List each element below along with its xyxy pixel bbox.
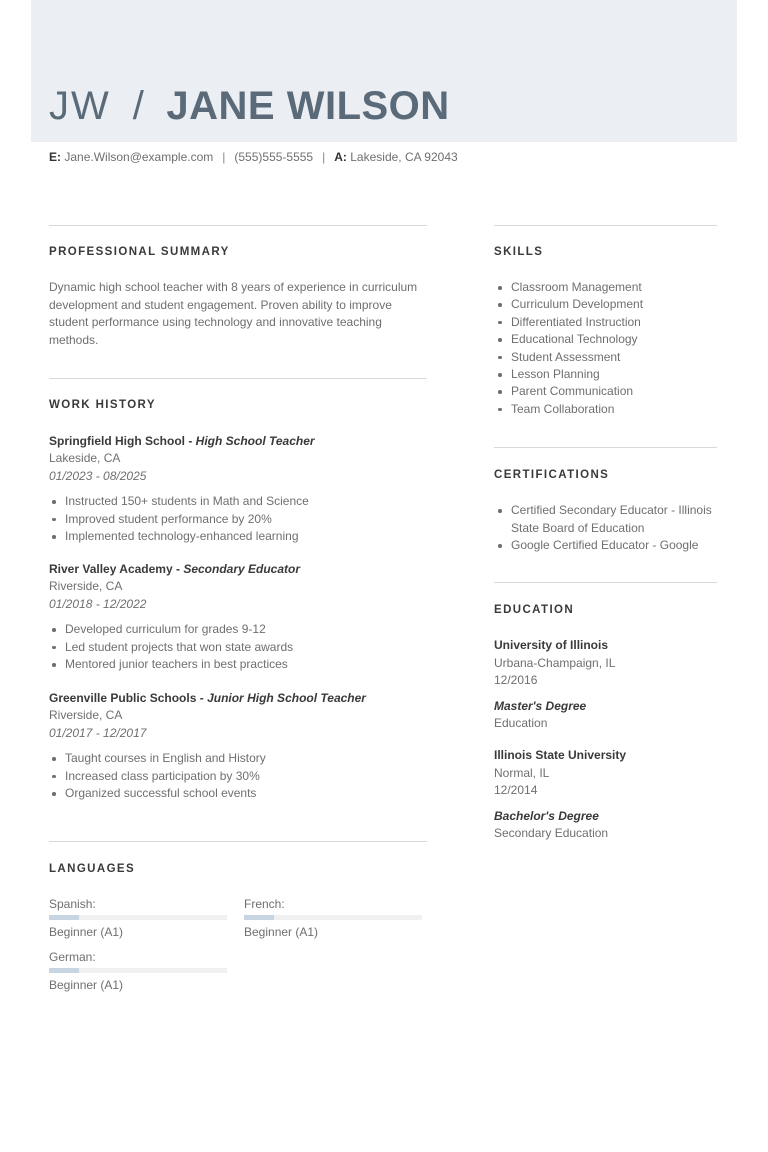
title-dash: - bbox=[196, 691, 208, 705]
job-dates: 01/2023 - 08/2025 bbox=[49, 468, 147, 483]
job-entry bbox=[49, 433, 429, 546]
skill-item: Educational Technology bbox=[511, 331, 643, 348]
address-label: A: bbox=[334, 150, 347, 164]
certification-item: Certified Secondary Educator - Illinois State Board of Education bbox=[511, 502, 725, 537]
language-level: Beginner (A1) bbox=[244, 925, 319, 939]
job-location: Riverside, CA bbox=[49, 708, 123, 722]
bullet-item: Implemented technology-enhanced learning bbox=[65, 528, 429, 546]
name-heading bbox=[49, 84, 450, 130]
education-entry bbox=[494, 747, 724, 843]
bullet-item: Developed curriculum for grades 9-12 bbox=[65, 621, 429, 639]
job-location: Riverside, CA bbox=[49, 579, 123, 593]
section-divider bbox=[494, 582, 717, 583]
job-dates: 01/2018 - 12/2022 bbox=[49, 596, 147, 611]
title-dash: - bbox=[172, 562, 184, 576]
bullet-item: Led student projects that won state awards bbox=[65, 639, 429, 657]
degree: Bachelor's Degree bbox=[494, 808, 599, 823]
email-address[interactable]: Jane.Wilson@example.com bbox=[64, 150, 214, 164]
address: Lakeside, CA 92043 bbox=[350, 150, 458, 164]
work-history-heading: WORK HISTORY bbox=[49, 399, 156, 411]
skills-heading: SKILLS bbox=[494, 246, 544, 258]
certifications-list bbox=[495, 502, 725, 555]
name-initials: JW bbox=[49, 84, 111, 128]
job-dates: 01/2017 - 12/2017 bbox=[49, 725, 147, 740]
language-french bbox=[244, 896, 424, 940]
section-divider bbox=[49, 841, 427, 842]
language-german bbox=[49, 949, 229, 993]
employer: Greenville Public Schools bbox=[49, 691, 197, 705]
language-name: Spanish: bbox=[49, 897, 96, 911]
job-entry bbox=[49, 561, 429, 674]
school-name: Illinois State University bbox=[494, 748, 627, 762]
language-spanish bbox=[49, 896, 229, 940]
summary-text: Dynamic high school teacher with 8 years of experience in curriculum development and student engagement. Proven ability to improve student performance using technology and innovative teaching methods. bbox=[49, 280, 418, 347]
skill-item: Parent Communication bbox=[511, 383, 643, 400]
proficiency-bar bbox=[49, 968, 227, 973]
job-location: Lakeside, CA bbox=[49, 451, 121, 465]
job-role: Secondary Educator bbox=[183, 562, 301, 576]
language-level: Beginner (A1) bbox=[49, 925, 124, 939]
education-heading: EDUCATION bbox=[494, 604, 575, 616]
language-name: French: bbox=[244, 897, 285, 911]
skill-item: Curriculum Development bbox=[511, 296, 643, 313]
job-role: Junior High School Teacher bbox=[207, 691, 366, 705]
bullet-item: Improved student performance by 20% bbox=[65, 511, 429, 529]
bullet-item: Instructed 150+ students in Math and Science bbox=[65, 493, 429, 511]
email-label: E: bbox=[49, 150, 61, 164]
section-divider bbox=[49, 225, 427, 226]
school-location: Urbana-Champaign, IL bbox=[494, 655, 616, 670]
education-entry bbox=[494, 637, 724, 733]
job-bullets bbox=[49, 750, 429, 803]
title-dash: - bbox=[185, 434, 196, 448]
school-name: University of Illinois bbox=[494, 638, 609, 652]
skills-list bbox=[495, 279, 643, 418]
summary-heading: PROFESSIONAL SUMMARY bbox=[49, 246, 230, 258]
certifications-heading: CERTIFICATIONS bbox=[494, 469, 610, 481]
section-divider bbox=[494, 447, 717, 448]
field-of-study: Education bbox=[494, 716, 548, 730]
contact-line bbox=[49, 150, 458, 164]
bullet-item: Mentored junior teachers in best practices bbox=[65, 656, 429, 674]
job-entry bbox=[49, 690, 429, 803]
proficiency-bar bbox=[49, 915, 227, 920]
graduation-date: 12/2014 bbox=[494, 783, 538, 797]
name-separator: / bbox=[132, 84, 145, 128]
skill-item: Team Collaboration bbox=[511, 401, 643, 418]
job-bullets bbox=[49, 493, 429, 546]
job-role: High School Teacher bbox=[195, 434, 315, 448]
proficiency-fill bbox=[244, 915, 274, 920]
job-title-line bbox=[49, 433, 429, 450]
certification-item: Google Certified Educator - Google bbox=[511, 537, 725, 555]
bullet-item: Organized successful school events bbox=[65, 785, 429, 803]
full-name: JANE WILSON bbox=[166, 84, 450, 128]
field-of-study: Secondary Education bbox=[494, 826, 609, 840]
language-name: German: bbox=[49, 950, 96, 964]
job-title-line bbox=[49, 561, 429, 578]
school-location: Normal, IL bbox=[494, 765, 550, 780]
graduation-date: 12/2016 bbox=[494, 673, 538, 687]
bullet-item: Taught courses in English and History bbox=[65, 750, 429, 768]
skill-item: Lesson Planning bbox=[511, 366, 643, 383]
skill-item: Student Assessment bbox=[511, 349, 643, 366]
job-title-line bbox=[49, 690, 429, 707]
contact-divider: | bbox=[222, 150, 226, 164]
contact-divider: | bbox=[322, 150, 326, 164]
proficiency-fill bbox=[49, 968, 79, 973]
job-bullets bbox=[49, 621, 429, 674]
bullet-item: Increased class participation by 30% bbox=[65, 768, 429, 786]
proficiency-bar bbox=[244, 915, 422, 920]
languages-heading: LANGUAGES bbox=[49, 863, 136, 875]
skill-item: Differentiated Instruction bbox=[511, 314, 643, 331]
employer: River Valley Academy bbox=[49, 562, 173, 576]
phone-number[interactable]: (555)555-5555 bbox=[234, 150, 314, 164]
language-level: Beginner (A1) bbox=[49, 978, 124, 992]
employer: Springfield High School bbox=[49, 434, 185, 448]
proficiency-fill bbox=[49, 915, 79, 920]
degree: Master's Degree bbox=[494, 698, 587, 713]
skill-item: Classroom Management bbox=[511, 279, 643, 296]
section-divider bbox=[49, 378, 427, 379]
section-divider bbox=[494, 225, 717, 226]
